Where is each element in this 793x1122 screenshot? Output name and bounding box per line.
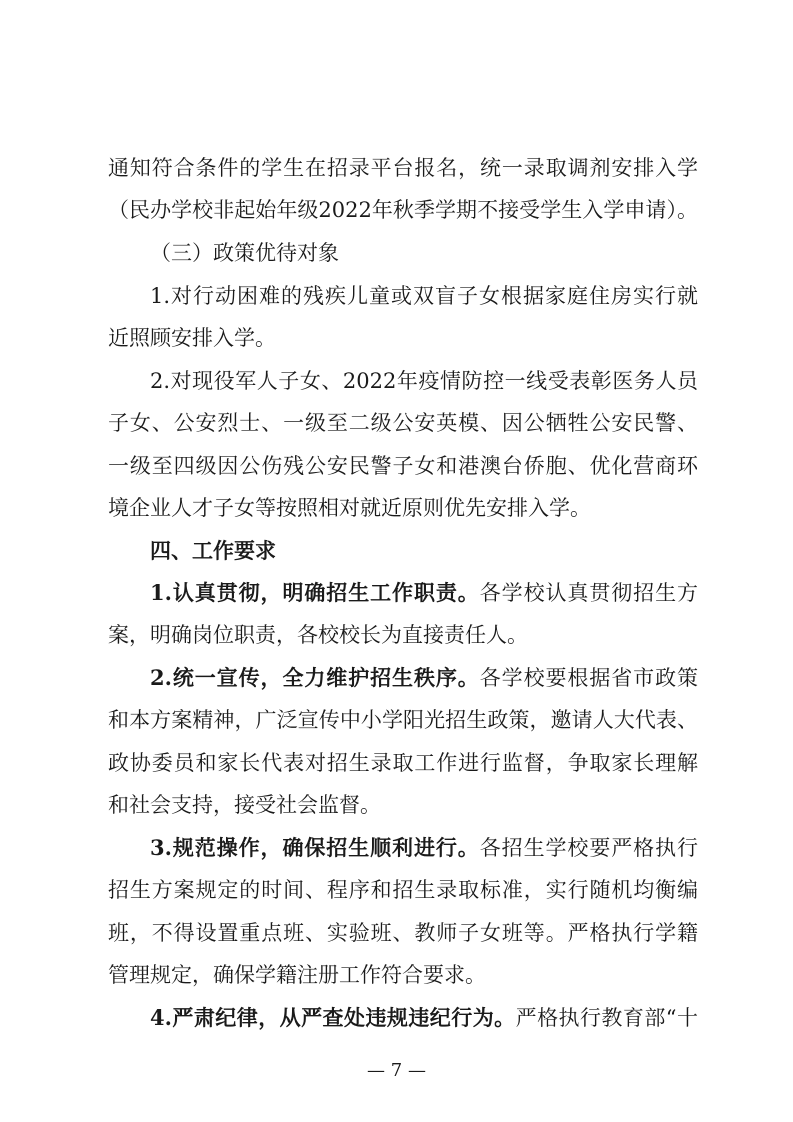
paragraph-text: 各招生学校要严格执行 xyxy=(479,836,699,860)
paragraph-line: 招生方案规定的时间、程序和招生录取标准，实行随机均衡编 xyxy=(108,878,698,902)
paragraph-line: 1.对行动困难的残疾儿童或双盲子女根据家庭住房实行就 xyxy=(150,284,698,308)
paragraph-text: 各学校要根据省市政策 xyxy=(479,666,699,690)
paragraph-line xyxy=(150,1005,698,1031)
paragraph-line: 管理规定，确保学籍注册工作符合要求。 xyxy=(108,963,486,987)
paragraph-line xyxy=(150,835,698,861)
paragraph-line: 2.对现役军人子女、2022年疫情防控一线受表彰医务人员 xyxy=(150,369,698,393)
paragraph-line: 通知符合条件的学生在招录平台报名，统一录取调剂安排入学 xyxy=(108,156,698,180)
paragraph-text: 各学校认真贯彻招生方 xyxy=(479,581,699,605)
paragraph-line: 子女、公安烈士、一级至二级公安英模、因公牺牲公安民警、 xyxy=(108,411,698,435)
paragraph-line: 班，不得设置重点班、实验班、教师子女班等。严格执行学籍 xyxy=(108,921,698,945)
paragraph-text: 严格执行教育部“十 xyxy=(515,1006,698,1030)
paragraph-line: 和社会支持，接受社会监督。 xyxy=(108,793,381,817)
paragraph-lead: 3.规范操作，确保招生顺利进行。 xyxy=(150,835,480,860)
paragraph-line: 案，明确岗位职责，各校校长为直接责任人。 xyxy=(108,623,528,647)
paragraph-line: 和本方案精神，广泛宣传中小学阳光招生政策，邀请人大代表、 xyxy=(108,708,698,732)
paragraph-line: 近照顾安排入学。 xyxy=(108,326,276,350)
paragraph-line xyxy=(150,665,698,691)
paragraph-line: 一级至四级因公伤残公安民警子女和港澳台侨胞、优化营商环 xyxy=(108,454,698,478)
paragraph-lead: 4.严肃纪律，从严查处违规违纪行为。 xyxy=(150,1005,516,1030)
page-number: — 7 — xyxy=(367,1060,426,1081)
section-heading: 四、工作要求 xyxy=(150,539,276,563)
paragraph-line: （民办学校非起始年级2022年秋季学期不接受学生入学申请）。 xyxy=(108,198,698,222)
paragraph-line xyxy=(150,580,698,606)
paragraph-line: 境企业人才子女等按照相对就近原则优先安排入学。 xyxy=(108,496,591,520)
paragraph-lead: 2.统一宣传，全力维护招生秩序。 xyxy=(150,665,480,690)
section-subheading: （三）政策优待对象 xyxy=(150,241,339,265)
paragraph-line: 政协委员和家长代表对招生录取工作进行监督，争取家长理解 xyxy=(108,751,698,775)
paragraph-lead: 1.认真贯彻，明确招生工作职责。 xyxy=(150,580,480,605)
